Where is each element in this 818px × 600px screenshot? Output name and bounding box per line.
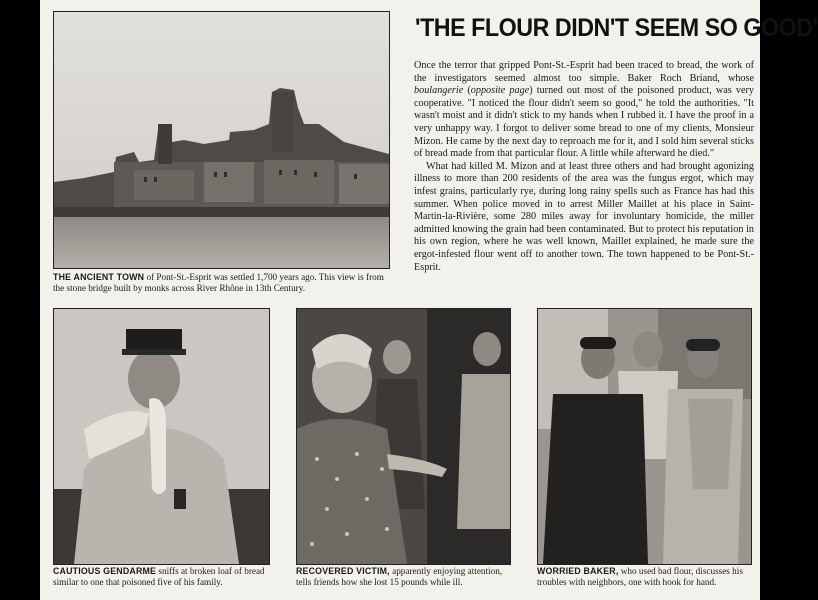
paragraph-italic: boulangerie: [414, 85, 464, 97]
paragraph-italic: opposite page: [470, 85, 530, 97]
caption-lead: WORRIED BAKER,: [537, 566, 619, 576]
paragraph-text: (: [463, 85, 471, 97]
gendarme-photo: [53, 308, 270, 565]
recovered-victim-photo: [296, 308, 511, 565]
paragraph-text: ) turned out most of the poisoned product, was very cooperative. "I noticed the flour didn't seem so good," he told the authorities. "It wasn't moist and it didn't stick to my hands when I rubbed it. I have the proof in a very unhappy way. I forgot to deliver some bread to one of my clients, Monsieur Mizon. He came by the next day to reproach me for it, and I sold him several sticks of bread made from that particular flour. A little while afterward he died.": [414, 85, 754, 160]
caption-text: sniffs at broken loaf of bread similar to one that poisoned five of his family.: [53, 566, 265, 588]
worried-baker-photo: [537, 308, 752, 565]
page-headline: 'THE FLOUR DIDN'T SEEM SO GOOD': [415, 14, 818, 42]
caption-lead: CAUTIOUS GENDARME: [53, 566, 157, 576]
caption-lead: THE ANCIENT TOWN: [53, 272, 145, 282]
article-body: [414, 60, 754, 274]
article-paragraph-2: What had killed M. Mizon and at least three others and had brought agonizing illness to more than 200 residents of the area was the fungus ergot, which may infest grains, particularly rye, during long rainy spells such as France has had this summer. When police moved in to arrest Miller Maillet at his place in Saint-Martin-la-Rivière, some 280 miles away for involuntary homicide, the miller admitted knowing the grain had been contaminated. But to protect his reputation in his own region, where he was well known, Maillet explained, he made sure the ergot-infested flour went off to another town. The town happened to be Pont-St.-Esprit.: [414, 160, 754, 273]
ancient-town-caption: [53, 272, 390, 295]
paragraph-text: Once the terror that gripped Pont-St.-Esprit had been traced to bread, the work of the investigators seemed almost too simple. Baker Roch Briand, whose: [414, 60, 754, 84]
article-paragraph-1: [414, 60, 754, 161]
worried-baker-caption: [537, 566, 757, 589]
gendarme-caption: [53, 566, 275, 589]
ancient-town-photo: [53, 11, 390, 269]
recovered-victim-caption: [296, 566, 511, 589]
caption-text: of Pont-St.-Esprit was settled 1,700 years ago. This view is from the stone bridge built by monks across River Rhône in 13th Century.: [53, 272, 384, 294]
caption-text: apparently enjoying attention, tells friends how she lost 15 pounds while ill.: [296, 566, 503, 588]
caption-text: who used bad flour, discusses his troubles with neighbors, one with hook for hand.: [537, 566, 743, 588]
caption-lead: RECOVERED VICTIM,: [296, 566, 390, 576]
magazine-page: [40, 0, 818, 600]
